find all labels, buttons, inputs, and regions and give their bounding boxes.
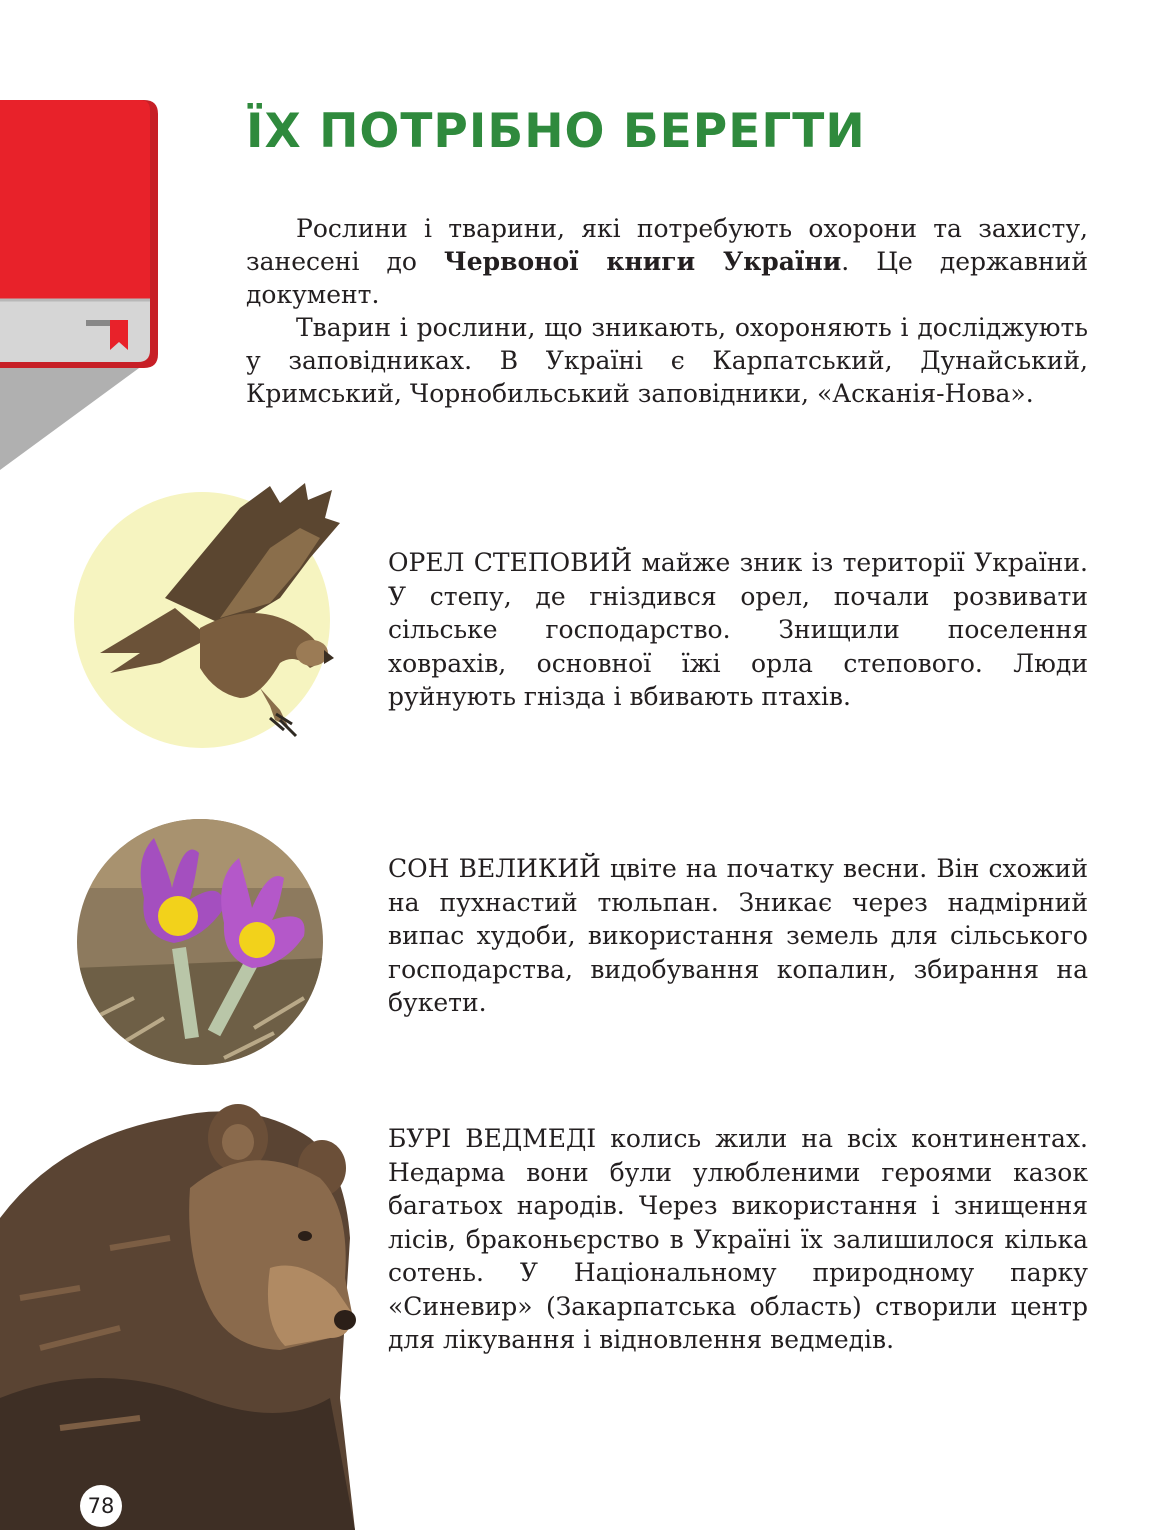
steppe-eagle-image (70, 478, 360, 750)
bear-description: БУРІ ВЕДМЕДІ колись жили на всіх континентах. Недарма вони були улюбленими героями казок багатьох народів. Через використання і знищення лісів, браконьєрство в Україні їх залишилося кілька сотень. У Національному природному парку «Синевир» (Закарпатська область) створили центр для лікування і відновлення ведмедів. (388, 1124, 1088, 1354)
bear-heading: БУРІ ВЕДМЕДІ (388, 1124, 597, 1153)
eagle-heading: ОРЕЛ СТЕПОВИЙ (388, 548, 633, 577)
red-book-icon (0, 0, 170, 470)
page-number: 78 (80, 1485, 122, 1527)
intro-paragraph-1: Рослини і тварини, які потребують охорони та захисту, занесені до Червоної книги України. Це державний документ. (246, 214, 1088, 309)
pasque-flower-heading: СОН ВЕЛИКИЙ (388, 854, 601, 883)
intro-text (246, 212, 1088, 410)
brown-bear-image (0, 1098, 360, 1530)
pasque-flower-description: СОН ВЕЛИКИЙ цвіте на початку весни. Він схожий на пухнастий тюльпан. Зникає через надмірний випас худоби, використання земель для сільського господарства, видобування копалин, збирання на букети. (388, 854, 1088, 1017)
pasque-flower-image (74, 818, 326, 1066)
red-book-term: Червоної книги України (443, 247, 842, 276)
intro-paragraph-2: Тварин і рослини, що зникають, охороняють і досліджують у заповідниках. В Україні є Карпатський, Дунайський, Кримський, Чорнобильський заповідники, «Асканія-Нова». (246, 313, 1088, 408)
eagle-description: ОРЕЛ СТЕПОВИЙ майже зник із території України. У степу, де гніздився орел, почали розвивати сільське господарство. Знищили поселення ховрахів, основної їжі орла степового. Люди руйнують гнізда і вбивають птахів. (388, 548, 1088, 711)
page-title: ЇХ ПОТРІБНО БЕРЕГТИ (246, 104, 866, 159)
